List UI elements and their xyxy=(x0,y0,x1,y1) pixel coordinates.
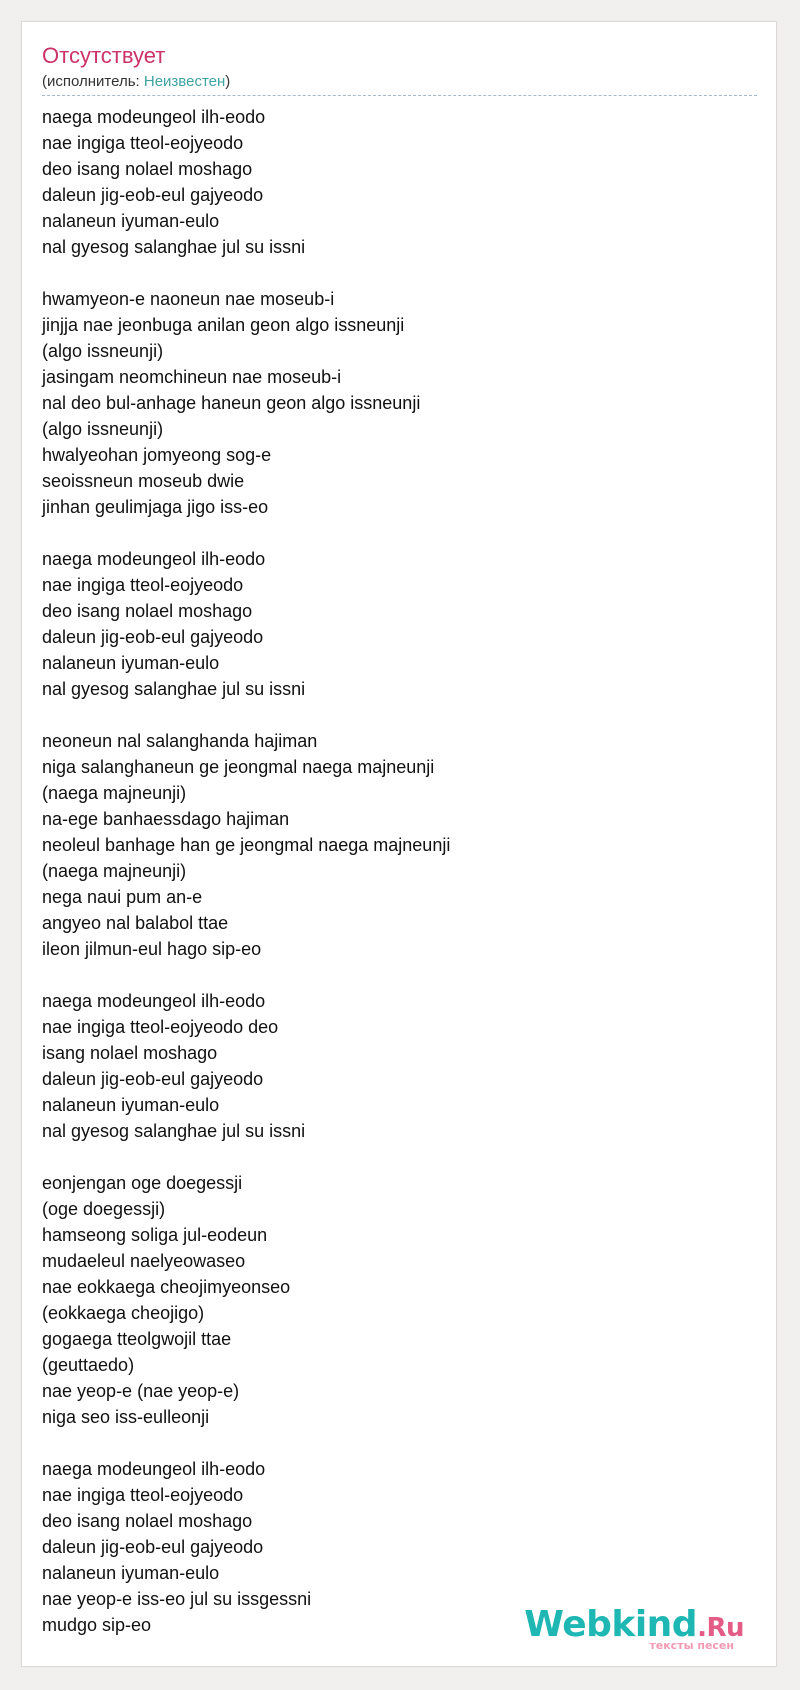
artist-line xyxy=(42,73,230,91)
lyrics-stanza xyxy=(42,104,757,260)
lyric-line: nae yeop-e (nae yeop-e) xyxy=(42,1381,240,1401)
lyric-line: daleun jig-eob-eul gajyeodo xyxy=(42,627,264,647)
lyrics-stanza xyxy=(42,728,757,962)
lyric-line: (algo issneunji) xyxy=(42,419,164,439)
logo-domain: .Ru xyxy=(697,1613,744,1643)
lyric-line: hamseong soliga jul-eodeun xyxy=(42,1225,268,1245)
lyrics-stanza xyxy=(42,1170,757,1430)
lyric-line: (oge doegessji) xyxy=(42,1199,166,1219)
lyrics-stanza xyxy=(42,988,757,1144)
lyric-line: nalaneun iyuman-eulo xyxy=(42,1563,220,1583)
lyric-line: isang nolael moshago xyxy=(42,1043,218,1063)
lyric-line: nae ingiga tteol-eojyeodo xyxy=(42,1485,244,1505)
lyric-line: neoneun nal salanghanda hajiman xyxy=(42,731,318,751)
lyric-line: gogaega tteolgwojil ttae xyxy=(42,1329,232,1349)
lyric-line: mudaeleul naelyeowaseo xyxy=(42,1251,246,1271)
header-divider xyxy=(42,95,757,96)
lyric-line: nalaneun iyuman-eulo xyxy=(42,1095,220,1115)
lyric-line: nae ingiga tteol-eojyeodo deo xyxy=(42,1017,279,1037)
lyric-line: hwalyeohan jomyeong sog-e xyxy=(42,445,272,465)
lyric-line: ileon jilmun-eul hago sip-eo xyxy=(42,939,262,959)
lyric-line: nal deo bul-anhage haneun geon algo issneunji xyxy=(42,393,421,413)
lyric-line: angyeo nal balabol ttae xyxy=(42,913,229,933)
lyric-line: hwamyeon-e naoneun nae moseub-i xyxy=(42,289,335,309)
lyric-line: mudgo sip-eo xyxy=(42,1615,152,1635)
logo-word: Webkind xyxy=(524,1604,698,1645)
lyrics-body xyxy=(42,104,757,1664)
lyric-line: nae ingiga tteol-eojyeodo xyxy=(42,575,244,595)
lyric-line: jinhan geulimjaga jigo iss-eo xyxy=(42,497,269,517)
lyric-line: daleun jig-eob-eul gajyeodo xyxy=(42,185,264,205)
lyric-line: jasingam neomchineun nae moseub-i xyxy=(42,367,342,387)
lyric-line: deo isang nolael moshago xyxy=(42,601,253,621)
lyric-line: naega modeungeol ilh-eodo xyxy=(42,107,266,127)
artist-link[interactable]: Неизвестен xyxy=(143,73,226,90)
lyrics-card xyxy=(21,21,777,1667)
lyric-line: nal gyesog salanghae jul su issni xyxy=(42,1121,306,1141)
lyric-line: naega modeungeol ilh-eodo xyxy=(42,549,266,569)
lyric-line: (algo issneunji) xyxy=(42,341,164,361)
artist-prefix: (исполнитель: xyxy=(42,73,144,90)
lyric-line: (naega majneunji) xyxy=(42,861,187,881)
song-title: Отсутствует xyxy=(42,43,166,68)
lyric-line: na-ege banhaessdago hajiman xyxy=(42,809,290,829)
lyric-line: jinjja nae jeonbuga anilan geon algo issneunji xyxy=(42,315,405,335)
lyric-line: nalaneun iyuman-eulo xyxy=(42,211,220,231)
lyric-line: daleun jig-eob-eul gajyeodo xyxy=(42,1069,264,1089)
lyric-line: naega modeungeol ilh-eodo xyxy=(42,991,266,1011)
lyric-line: seoissneun moseub dwie xyxy=(42,471,245,491)
webkind-logo[interactable] xyxy=(524,1604,744,1652)
lyric-line: nega naui pum an-e xyxy=(42,887,203,907)
lyric-line: nae yeop-e iss-eo jul su issgessni xyxy=(42,1589,312,1609)
lyric-line: nalaneun iyuman-eulo xyxy=(42,653,220,673)
lyric-line: niga seo iss-eulleonji xyxy=(42,1407,210,1427)
lyric-line: daleun jig-eob-eul gajyeodo xyxy=(42,1537,264,1557)
lyric-line: eonjengan oge doegessji xyxy=(42,1173,243,1193)
lyric-line: (naega majneunji) xyxy=(42,783,187,803)
lyric-line: neoleul banhage han ge jeongmal naega majneunji xyxy=(42,835,451,855)
lyric-line: deo isang nolael moshago xyxy=(42,1511,253,1531)
lyric-line: nal gyesog salanghae jul su issni xyxy=(42,679,306,699)
lyric-line: (geuttaedo) xyxy=(42,1355,135,1375)
lyric-line: nal gyesog salanghae jul su issni xyxy=(42,237,306,257)
lyrics-stanza xyxy=(42,286,757,520)
artist-suffix: ) xyxy=(225,73,231,90)
lyric-line: deo isang nolael moshago xyxy=(42,159,253,179)
lyric-line: (eokkaega cheojigo) xyxy=(42,1303,205,1323)
lyrics-stanza xyxy=(42,546,757,702)
lyric-line: niga salanghaneun ge jeongmal naega majneunji xyxy=(42,757,435,777)
lyric-line: naega modeungeol ilh-eodo xyxy=(42,1459,266,1479)
lyric-line: nae eokkaega cheojimyeonseo xyxy=(42,1277,291,1297)
lyric-line: nae ingiga tteol-eojyeodo xyxy=(42,133,244,153)
logo-tagline: тексты песен xyxy=(649,1639,734,1652)
